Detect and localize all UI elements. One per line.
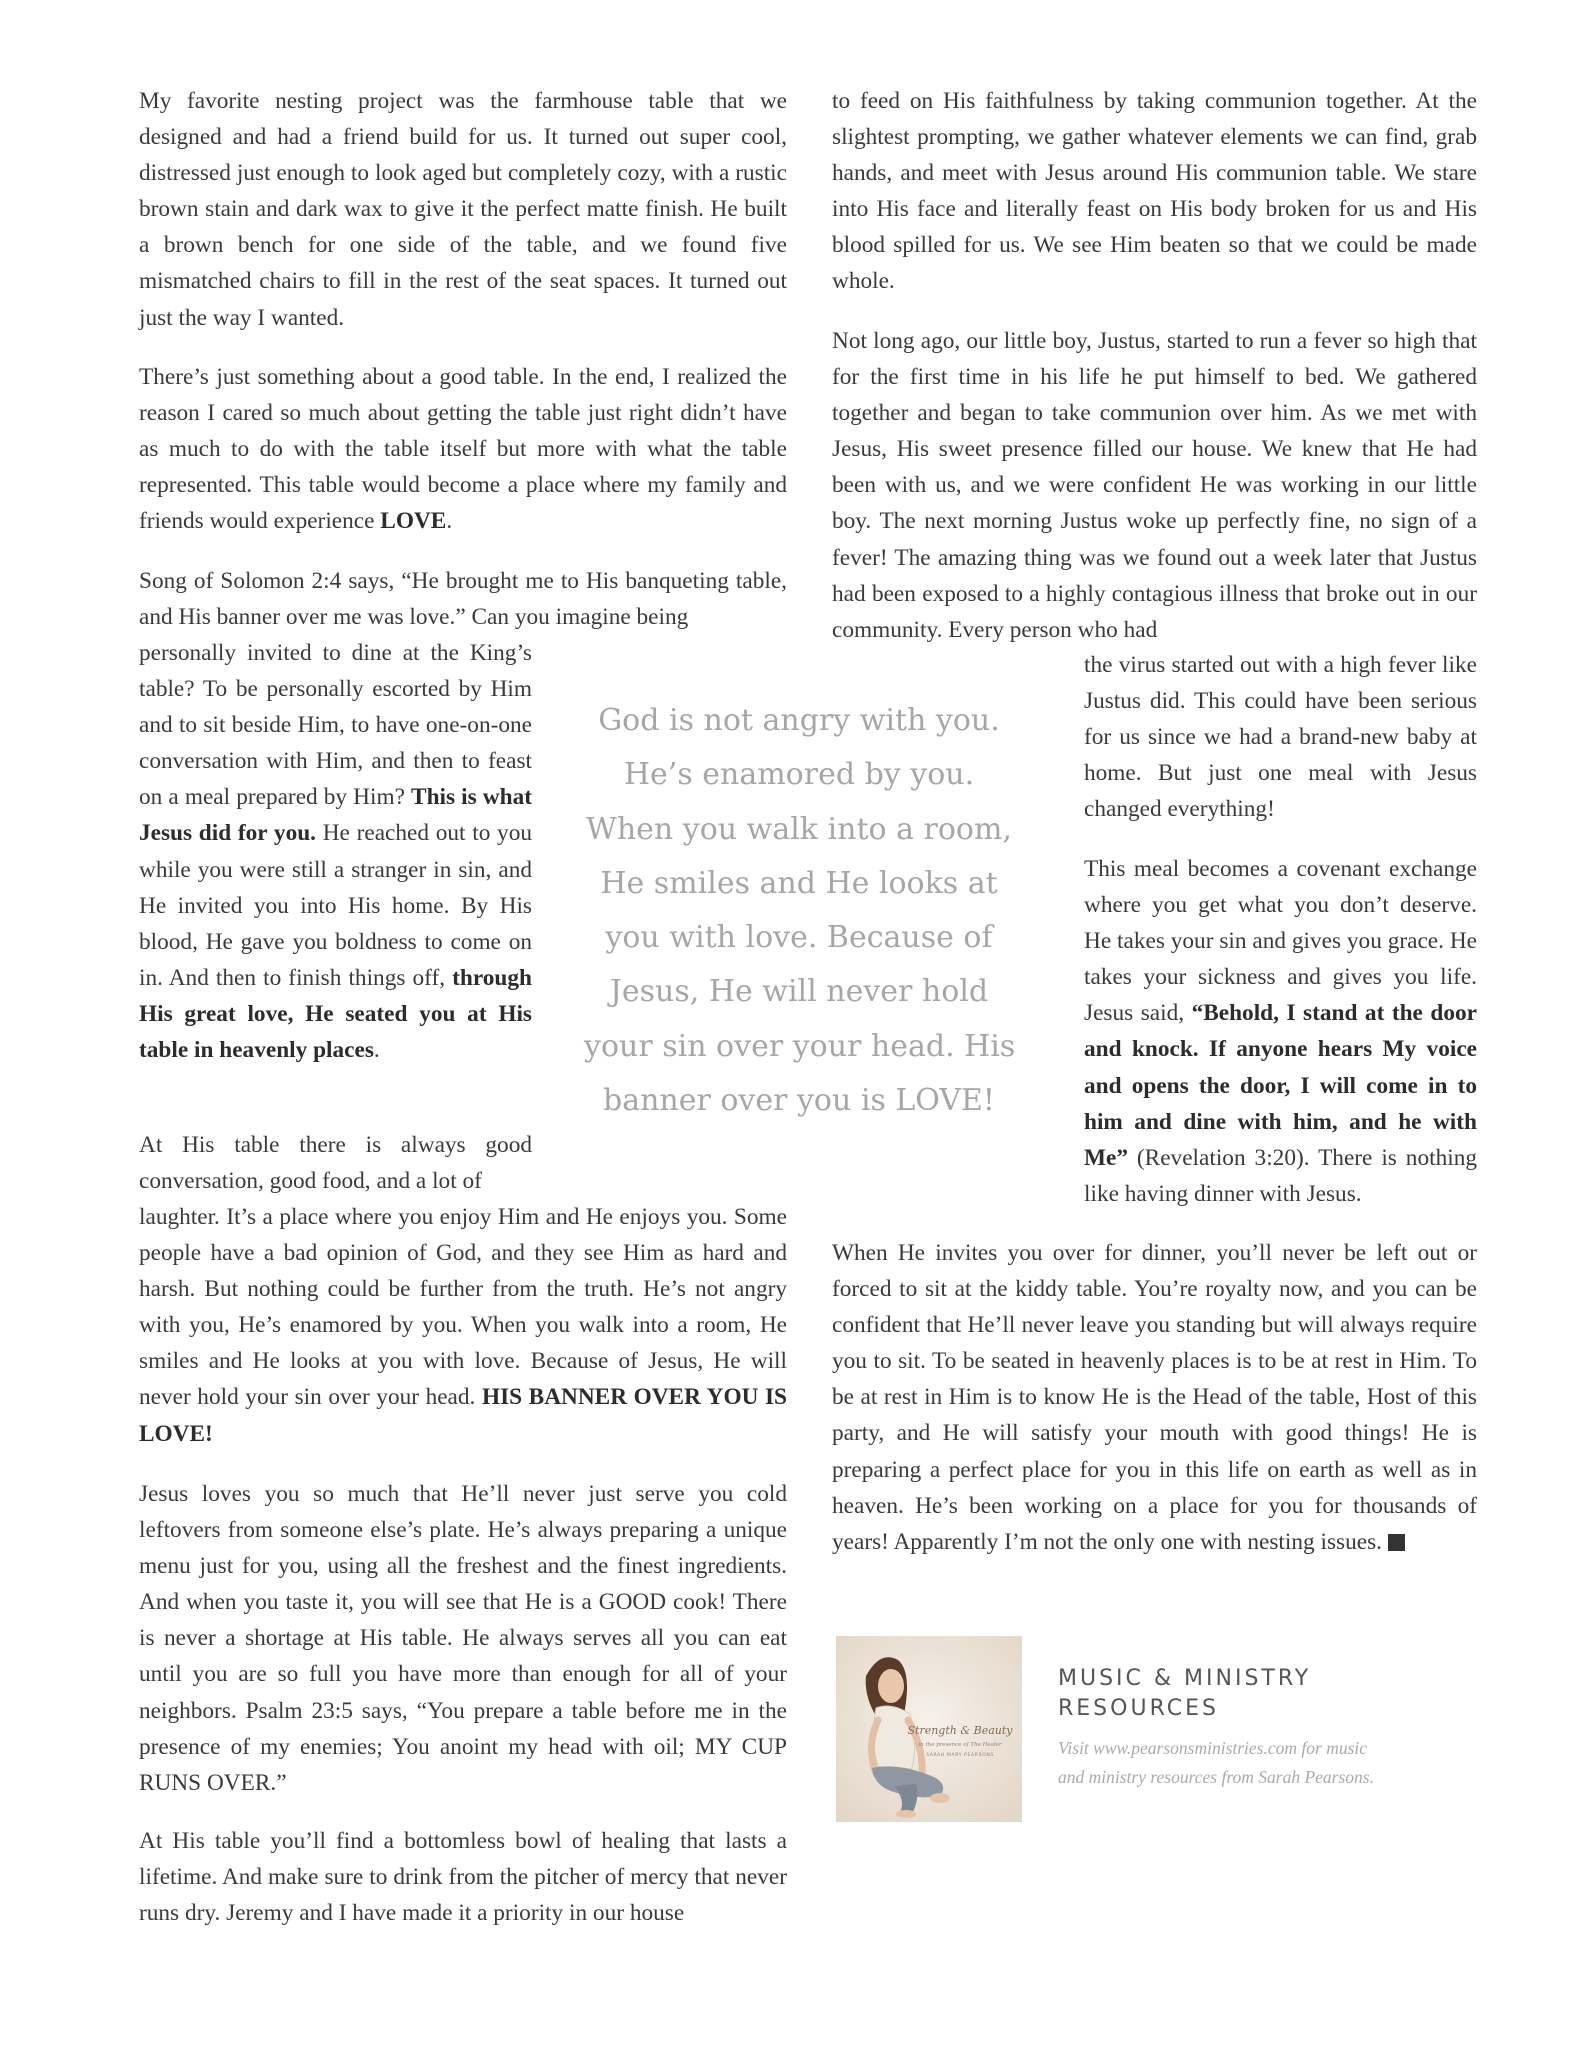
right-paragraph-4 [832, 1235, 1477, 1560]
pull-quote-line: you with love. Because of [605, 920, 993, 956]
left-p3-bold-1: This is what Jesus did for you. [139, 784, 532, 847]
left-p3-top-text: Song of Solomon 2:4 says, “He brought me to His banqueting table, and His banner over me was love.” Can you imagine being [139, 568, 787, 631]
resources-text-line: Visit www.pearsonsministries.com for music [1058, 1738, 1368, 1758]
cover-title: Strength & Beauty [907, 1724, 1013, 1737]
left-p4-narrow-text: At His table there is always good conversation, good food, and a lot of [139, 1132, 532, 1195]
right-p2-narrow-text: the virus started out with a high fever like Justus did. This could have been serious for us since we had a brand-new baby at home. But just one meal with Jesus changed everything! [1084, 652, 1477, 823]
left-p2-end: . [446, 508, 453, 535]
pull-quote-line: God is not angry with you. [598, 703, 1000, 738]
left-paragraph-2 [139, 359, 787, 539]
right-p4-text: When He invites you over for dinner, you’ll never be left out or forced to sit at the kiddy table. You’re royalty now, and you can be confident that He’ll never leave you standing but will always require you to sit. To be seated in heavenly places is to be at rest in Him. To be at rest in Him is to know He is the Head of the table, Host of this party, and He will satisfy your mouth with good things! He is preparing a perfect place for you in this life on earth as well as in heaven. He’s been working on a place for you for thousands of years! Apparently I’m not the only one with nesting issues. [832, 1240, 1477, 1555]
right-p1-text: to feed on His faithfulness by taking communion together. At the slightest prompting, we gather whatever elements we can find, grab hands, and meet with Jesus around His communion table. We stare into His face and literally feast on His body broken for us and His blood spilled for us. We see Him beaten so that we could be made whole. [832, 88, 1477, 295]
pull-quote-line: your sin over your head. His [584, 1028, 1016, 1064]
resources-text [1058, 1734, 1498, 1792]
right-paragraph-1 [832, 83, 1477, 300]
end-mark-icon [1388, 1534, 1405, 1551]
left-p6-text: At His table you’ll find a bottomless bowl of healing that lasts a lifetime. And make sure to drink from the pitcher of mercy that never runs dry. Jeremy and I have made it a priority in our house [139, 1828, 787, 1927]
resources-title-line: MUSIC & MINISTRY [1058, 1666, 1312, 1691]
left-paragraph-6 [139, 1823, 787, 1931]
cover-subtitle: in the presence of The Healer [918, 1742, 1002, 1748]
left-paragraph-1 [139, 83, 787, 336]
left-paragraph-4-wide [139, 1199, 787, 1452]
resources-title [1058, 1664, 1311, 1724]
left-paragraph-3-top [139, 563, 787, 635]
pull-quote [584, 694, 1014, 1128]
pull-quote-line: Jesus, He will never hold [609, 974, 989, 1010]
resources-title-line: RESOURCES [1058, 1696, 1219, 1721]
right-p2-wide-text: Not long ago, our little boy, Justus, started to run a fever so high that for the first time in his life he put himself to bed. We gathered together and began to take communion over him. As we met with Jesus, His sweet presence filled our house. We knew that He had been with us, and we were confident He was working in our little boy. The next morning Justus woke up perfectly fine, no sign of a fever! The amazing thing was we found out a week later that Justus had been exposed to a highly contagious illness that broke out in our community. Every person who had [832, 328, 1477, 643]
left-p3-narrow-text: personally invited to dine at the King’s table? To be personally escorted by Him and to sit beside Him, to have one-on-one conversation with Him, and then to feast on a meal prepared by Him? [139, 640, 532, 811]
left-paragraph-5 [139, 1476, 787, 1801]
left-p1-text: My favorite nesting project was the farmhouse table that we designed and had a friend build for us. It turned out super cool, distressed just enough to look aged but completely cozy, with a rustic brown stain and dark wax to give it the perfect matte finish. He built a brown bench for one side of the table, and we found five mismatched chairs to fill in the rest of the seat spaces. It turned out just the way I wanted. [139, 88, 787, 331]
left-p2-text: There’s just something about a good table. In the end, I realized the reason I cared so much about getting the table just right didn’t have as much to do with the table itself but more with what the table represented. This table would become a place where my family and friends would experience [139, 364, 787, 535]
pull-quote-line: banner over you is LOVE! [602, 1083, 995, 1119]
pull-quote-line: He’s enamored by you. [623, 757, 975, 793]
left-p3-mid-text: He reached out to you while you were still a stranger in sin, and He invited you into His home. By His blood, He gave you boldness to come on in. And then to finish things off, [139, 820, 533, 991]
revelation-quote: “Behold, I stand at the door and knock. If anyone hears My voice and opens the door, I will come in to him and dine with him, and he with Me” [1084, 1000, 1477, 1171]
cover-artist: SARAH MARY PEARSONS [926, 1753, 994, 1758]
right-paragraph-2-narrow [1084, 647, 1477, 827]
left-paragraph-4-narrow [139, 1127, 532, 1199]
left-p3-bold-2: through His great love, He seated you at His table in heavenly places [139, 964, 532, 1064]
left-p3-end: . [373, 1037, 380, 1064]
love-emphasis: LOVE [380, 508, 447, 535]
right-paragraph-2-wide [832, 323, 1477, 648]
right-p3-end-text: (Revelation 3:20). There is nothing like having dinner with Jesus. [1084, 1144, 1477, 1207]
right-p3-start-text: This meal becomes a covenant exchange where you get what you don’t deserve. He takes your sin and gives you grace. He takes your sickness and gives you life. Jesus said, [1084, 856, 1477, 1027]
left-p5-text: Jesus loves you so much that He’ll never just serve you cold leftovers from someone else’s plate. He’s always preparing a unique menu just for you, using all the freshest and the finest ingredients. And when you taste it, you will see that He is a GOOD cook! There is never a shortage at His table. He always serves all you can eat until you are so full you have more than enough for all of your neighbors. Psalm 23:5 says, “You prepare a table before me in the presence of my enemies; You anoint my head with oil; MY CUP RUNS OVER.” [139, 1481, 787, 1796]
banner-emphasis: HIS BANNER OVER YOU IS LOVE! [139, 1384, 787, 1447]
right-paragraph-3 [1084, 851, 1477, 1212]
resources-text-line: and ministry resources from Sarah Pearsons. [1058, 1767, 1374, 1787]
left-p4-wide-text: laughter. It’s a place where you enjoy Him and He enjoys you. Some people have a bad opinion of God, and they see Him as hard and harsh. But nothing could be further from the truth. He’s not angry with you, He’s enamored by you. When you walk into a room, He smiles and He looks at you with love. Because of Jesus, He will never hold your sin over your head. [139, 1204, 787, 1411]
album-cover-art [836, 1636, 1022, 1822]
pull-quote-line: He smiles and He looks at [600, 865, 998, 901]
pull-quote-line: When you walk into a room, [586, 811, 1012, 847]
album-cover-image [836, 1636, 1022, 1822]
left-paragraph-3-narrow [139, 635, 532, 1068]
